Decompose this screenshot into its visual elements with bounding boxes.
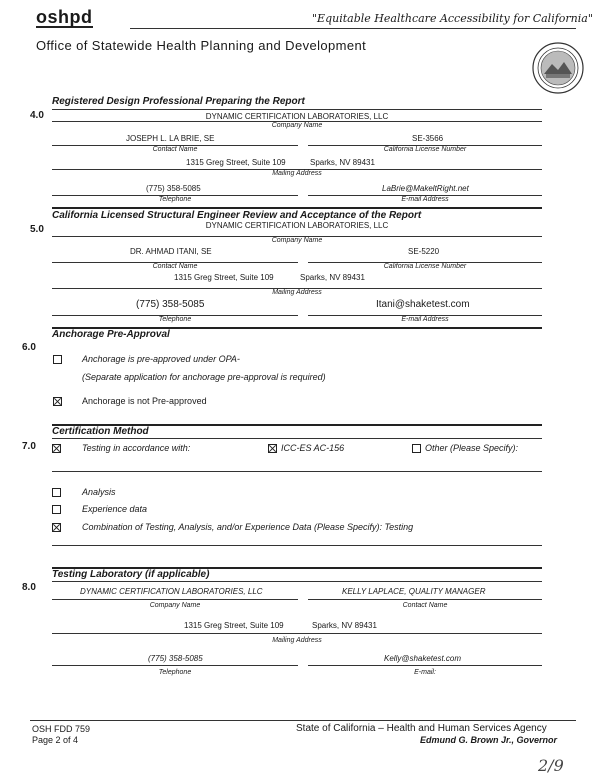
s4-phone-caption: Telephone [158, 196, 192, 203]
s8-phone: (775) 358-5085 [148, 654, 203, 663]
s7-title: Certification Method [52, 426, 149, 437]
s8-city: Sparks, NV 89431 [312, 621, 377, 630]
s7-experience-label: Experience data [82, 504, 148, 514]
s4-email-caption: E-mail Address [401, 196, 449, 203]
s7-experience-checkbox[interactable] [52, 505, 61, 514]
state-seal-icon [532, 42, 584, 94]
s7-testing-label: Testing in accordance with: [82, 443, 191, 453]
s4-company: DYNAMIC CERTIFICATION LABORATORIES, LLC [205, 112, 389, 121]
s5-company-caption: Company Name [271, 237, 323, 244]
s5-company: DYNAMIC CERTIFICATION LABORATORIES, LLC [205, 221, 389, 230]
s8-title: Testing Laboratory (if applicable) [52, 569, 210, 580]
s4-license: SE-3566 [412, 134, 444, 143]
s8-email: Kelly@shaketest.com [384, 654, 462, 663]
s7-combination-checkbox[interactable] [52, 523, 61, 532]
s6-title: Anchorage Pre-Approval [52, 329, 170, 340]
s5-license: SE-5220 [408, 247, 440, 256]
s7-icc-label: ICC-ES AC-156 [281, 443, 345, 453]
tagline: "Equitable Healthcare Accessibility for California" [312, 12, 593, 25]
oshpd-logo: oshpd [36, 7, 93, 27]
s6-opt1-label: Anchorage is pre-approved under OPA- [82, 354, 240, 364]
s5-contact-caption: Contact Name [152, 263, 198, 270]
handwritten-page-mark: 2/9 [538, 756, 564, 775]
s5-email: Itani@shaketest.com [376, 299, 470, 310]
s8-company: DYNAMIC CERTIFICATION LABORATORIES, LLC [80, 587, 263, 596]
s4-contact-caption: Contact Name [152, 146, 198, 153]
s8-contact-caption: Contact Name [402, 602, 448, 609]
s5-number: 5.0 [30, 224, 44, 235]
s6-opt2-label: Anchorage is not Pre-approved [82, 396, 207, 406]
s4-email: LaBrie@MakeltRight.net [382, 184, 469, 193]
s7-combination-label: Combination of Testing, Analysis, and/or Experience Data (Please Specify): Testing [82, 522, 414, 532]
s8-phone-caption: Telephone [158, 669, 192, 676]
s5-email-caption: E-mail Address [401, 316, 449, 323]
s5-phone-caption: Telephone [158, 316, 192, 323]
s4-street: 1315 Greg Street, Suite 109 [186, 158, 286, 167]
s7-other-label: Other (Please Specify): [425, 443, 519, 453]
s5-license-caption: California License Number [383, 263, 467, 270]
s8-company-caption: Company Name [149, 602, 201, 609]
s8-mailing-caption: Mailing Address [272, 637, 322, 644]
s5-phone: (775) 358-5085 [136, 299, 205, 310]
s6-opt1-checkbox[interactable] [53, 355, 62, 364]
s5-street: 1315 Greg Street, Suite 109 [174, 273, 274, 282]
s8-contact: KELLY LAPLACE, QUALITY MANAGER [342, 587, 486, 596]
s7-number: 7.0 [22, 441, 36, 452]
s8-street: 1315 Greg Street, Suite 109 [184, 621, 284, 630]
s6-opt1-note: (Separate application for anchorage pre-approval is required) [82, 372, 326, 382]
page-number: Page 2 of 4 [32, 735, 79, 745]
s4-title: Registered Design Professional Preparing the Report [52, 96, 305, 107]
s4-number: 4.0 [30, 110, 44, 121]
s6-opt2-checkbox[interactable] [53, 397, 62, 406]
s7-icc-checkbox[interactable] [268, 444, 277, 453]
s5-title: California Licensed Structural Engineer Review and Acceptance of the Report [52, 210, 422, 221]
s8-number: 8.0 [22, 582, 36, 593]
s7-other-checkbox[interactable] [412, 444, 421, 453]
s4-city: Sparks, NV 89431 [310, 158, 375, 167]
agency-name: State of California – Health and Human Services Agency [296, 723, 547, 734]
s7-analysis-checkbox[interactable] [52, 488, 61, 497]
s4-license-caption: California License Number [383, 146, 467, 153]
s6-number: 6.0 [22, 342, 36, 353]
s4-contact: JOSEPH L. LA BRIE, SE [126, 134, 215, 143]
s8-email-caption: E-mail: [414, 669, 436, 676]
s7-testing-checkbox[interactable] [52, 444, 61, 453]
form-number: OSH FDD 759 [32, 724, 91, 734]
s4-company-caption: Company Name [271, 122, 323, 129]
s7-analysis-label: Analysis [82, 487, 116, 497]
governor-name: Edmund G. Brown Jr., Governor [420, 735, 558, 745]
s5-contact: DR. AHMAD ITANI, SE [130, 247, 212, 256]
s4-mailing-caption: Mailing Address [272, 170, 322, 177]
s5-city: Sparks, NV 89431 [300, 273, 365, 282]
s5-mailing-caption: Mailing Address [272, 289, 322, 296]
s4-phone: (775) 358-5085 [146, 184, 201, 193]
office-name: Office of Statewide Health Planning and Development [36, 38, 367, 53]
